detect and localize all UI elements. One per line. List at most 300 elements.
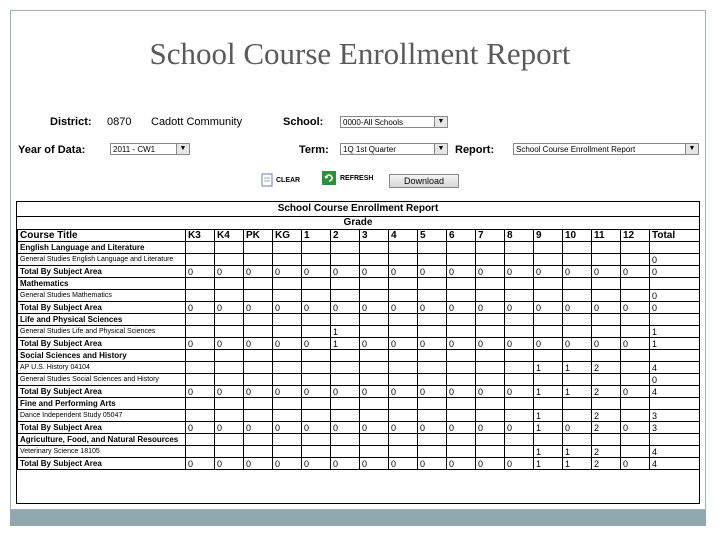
enrollment-cell	[389, 314, 418, 326]
enrollment-cell: 0	[331, 266, 360, 278]
enrollment-cell	[418, 434, 447, 446]
enrollment-cell: 1	[563, 386, 592, 398]
subject-total-row	[18, 386, 701, 398]
enrollment-cell: 0	[360, 422, 389, 434]
enrollment-cell: 0	[244, 458, 273, 470]
enrollment-cell: 0	[563, 422, 592, 434]
enrollment-cell	[563, 326, 592, 338]
enrollment-cell	[302, 398, 331, 410]
enrollment-cell	[186, 410, 215, 422]
enrollment-cell	[186, 362, 215, 374]
enrollment-cell	[360, 446, 389, 458]
enrollment-cell: 0	[650, 254, 701, 266]
refresh-button[interactable]: REFRESH	[340, 175, 374, 182]
enrollment-cell	[447, 398, 476, 410]
enrollment-cell	[592, 350, 621, 362]
enrollment-cell: 0	[505, 458, 534, 470]
enrollment-cell	[447, 410, 476, 422]
enrollment-cell	[418, 290, 447, 302]
enrollment-cell: 0	[389, 386, 418, 398]
enrollment-cell	[592, 326, 621, 338]
enrollment-cell: 2	[592, 362, 621, 374]
enrollment-cell: 0	[592, 338, 621, 350]
enrollment-cell	[621, 434, 650, 446]
enrollment-cell: 0	[476, 302, 505, 314]
enrollment-cell	[273, 254, 302, 266]
enrollment-cell	[418, 278, 447, 290]
course-title-cell: English Language and Literature	[18, 242, 186, 254]
column-header-grade: 6	[447, 230, 476, 242]
enrollment-cell	[447, 446, 476, 458]
term-select-value: 1Q 1st Quarter	[343, 145, 396, 154]
course-row	[18, 374, 701, 386]
enrollment-cell	[621, 278, 650, 290]
enrollment-cell: 0	[360, 386, 389, 398]
enrollment-cell: 0	[418, 266, 447, 278]
enrollment-cell: 2	[592, 422, 621, 434]
enrollment-cell: 0	[389, 422, 418, 434]
enrollment-cell	[244, 362, 273, 374]
enrollment-cell: 0	[186, 422, 215, 434]
enrollment-cell	[244, 254, 273, 266]
enrollment-cell	[418, 446, 447, 458]
enrollment-cell	[621, 446, 650, 458]
enrollment-cell: 0	[244, 302, 273, 314]
enrollment-cell: 0	[592, 302, 621, 314]
enrollment-cell	[331, 362, 360, 374]
course-row	[18, 362, 701, 374]
enrollment-cell	[244, 446, 273, 458]
enrollment-cell: 0	[215, 458, 244, 470]
enrollment-cell	[505, 242, 534, 254]
subject-area-row	[18, 278, 701, 290]
enrollment-cell	[447, 434, 476, 446]
course-title-cell: Total By Subject Area	[18, 458, 186, 470]
chevron-down-icon: ▼	[434, 117, 447, 127]
enrollment-cell	[621, 374, 650, 386]
enrollment-cell	[563, 398, 592, 410]
course-title-cell: Agriculture, Food, and Natural Resources	[18, 434, 186, 446]
enrollment-cell	[418, 326, 447, 338]
enrollment-cell: 0	[273, 338, 302, 350]
enrollment-cell	[476, 398, 505, 410]
enrollment-cell	[215, 314, 244, 326]
column-header-grade: 1	[302, 230, 331, 242]
enrollment-cell: 0	[534, 338, 563, 350]
enrollment-cell: 0	[418, 338, 447, 350]
course-title-cell: Total By Subject Area	[18, 386, 186, 398]
enrollment-cell	[331, 242, 360, 254]
enrollment-cell	[505, 362, 534, 374]
enrollment-cell	[621, 326, 650, 338]
year-select[interactable]	[110, 143, 190, 155]
enrollment-cell	[331, 314, 360, 326]
enrollment-cell: 0	[650, 290, 701, 302]
enrollment-table	[17, 229, 700, 470]
enrollment-cell	[244, 350, 273, 362]
enrollment-cell	[505, 290, 534, 302]
column-header-grade: K3	[186, 230, 215, 242]
enrollment-cell: 1	[331, 338, 360, 350]
enrollment-cell	[273, 278, 302, 290]
enrollment-cell	[476, 290, 505, 302]
enrollment-cell	[476, 326, 505, 338]
enrollment-cell	[476, 446, 505, 458]
enrollment-cell: 0	[389, 338, 418, 350]
enrollment-cell	[476, 350, 505, 362]
enrollment-cell	[505, 374, 534, 386]
enrollment-cell	[331, 446, 360, 458]
enrollment-cell: 0	[650, 266, 701, 278]
enrollment-cell	[447, 242, 476, 254]
enrollment-cell	[476, 242, 505, 254]
enrollment-cell	[360, 314, 389, 326]
column-header-grade: 12	[621, 230, 650, 242]
enrollment-cell: 2	[592, 410, 621, 422]
course-title-cell: Total By Subject Area	[18, 422, 186, 434]
enrollment-cell	[534, 314, 563, 326]
enrollment-cell: 0	[215, 266, 244, 278]
enrollment-cell: 2	[592, 386, 621, 398]
enrollment-cell	[447, 314, 476, 326]
enrollment-cell: 1	[534, 446, 563, 458]
enrollment-cell: 0	[244, 422, 273, 434]
enrollment-cell: 0	[360, 302, 389, 314]
course-row	[18, 290, 701, 302]
subject-area-row	[18, 398, 701, 410]
enrollment-cell	[650, 398, 701, 410]
enrollment-cell	[621, 290, 650, 302]
enrollment-cell	[621, 362, 650, 374]
column-header-grade: 11	[592, 230, 621, 242]
enrollment-cell: 0	[621, 266, 650, 278]
subject-total-row	[18, 266, 701, 278]
enrollment-cell: 0	[273, 458, 302, 470]
enrollment-cell	[534, 254, 563, 266]
enrollment-cell	[360, 362, 389, 374]
enrollment-cell	[215, 374, 244, 386]
enrollment-cell: 0	[215, 338, 244, 350]
enrollment-cell	[650, 242, 701, 254]
course-title-cell: General Studies English Language and Literature	[18, 254, 186, 266]
enrollment-cell: 0	[186, 386, 215, 398]
enrollment-cell	[186, 350, 215, 362]
term-label: Term:	[299, 144, 329, 156]
enrollment-cell: 0	[302, 458, 331, 470]
enrollment-cell: 0	[331, 422, 360, 434]
course-row	[18, 446, 701, 458]
enrollment-cell	[331, 398, 360, 410]
enrollment-cell	[534, 242, 563, 254]
report-select-value: School Course Enrollment Report	[516, 145, 636, 154]
enrollment-cell	[186, 254, 215, 266]
term-select[interactable]	[340, 143, 448, 155]
enrollment-cell	[302, 350, 331, 362]
enrollment-cell	[273, 434, 302, 446]
enrollment-cell	[389, 446, 418, 458]
enrollment-cell	[621, 254, 650, 266]
enrollment-cell	[563, 410, 592, 422]
enrollment-cell: 1	[650, 326, 701, 338]
enrollment-cell: 0	[186, 266, 215, 278]
enrollment-cell	[476, 278, 505, 290]
column-header-grade: PK	[244, 230, 273, 242]
column-header-grade: 7	[476, 230, 505, 242]
course-title-cell: Life and Physical Sciences	[18, 314, 186, 326]
enrollment-cell	[418, 254, 447, 266]
enrollment-cell: 0	[621, 338, 650, 350]
enrollment-cell: 1	[534, 458, 563, 470]
enrollment-cell	[273, 410, 302, 422]
enrollment-cell	[215, 278, 244, 290]
enrollment-cell	[389, 374, 418, 386]
enrollment-cell: 0	[563, 266, 592, 278]
enrollment-cell	[186, 242, 215, 254]
enrollment-cell: 0	[505, 386, 534, 398]
enrollment-cell	[244, 242, 273, 254]
enrollment-cell: 0	[360, 338, 389, 350]
enrollment-cell	[505, 254, 534, 266]
enrollment-cell: 0	[447, 338, 476, 350]
year-select-value: 2011 - CW1	[113, 145, 156, 154]
refresh-icon[interactable]	[322, 171, 336, 185]
enrollment-cell	[273, 362, 302, 374]
enrollment-cell	[592, 290, 621, 302]
subject-total-row	[18, 302, 701, 314]
enrollment-cell	[186, 434, 215, 446]
enrollment-cell: 0	[418, 422, 447, 434]
year-label: Year of Data:	[18, 144, 86, 156]
enrollment-cell: 0	[186, 458, 215, 470]
course-title-cell: Total By Subject Area	[18, 266, 186, 278]
course-row	[18, 326, 701, 338]
enrollment-cell: 0	[650, 374, 701, 386]
enrollment-cell	[273, 398, 302, 410]
course-title-cell: General Studies Social Sciences and History	[18, 374, 186, 386]
enrollment-cell	[447, 362, 476, 374]
enrollment-cell: 4	[650, 458, 701, 470]
report-label: Report:	[455, 144, 495, 156]
enrollment-cell: 0	[302, 266, 331, 278]
enrollment-cell	[215, 446, 244, 458]
enrollment-cell: 0	[563, 302, 592, 314]
enrollment-cell	[360, 350, 389, 362]
enrollment-cell	[331, 278, 360, 290]
enrollment-cell	[534, 350, 563, 362]
enrollment-cell	[273, 290, 302, 302]
enrollment-cell	[650, 434, 701, 446]
enrollment-cell	[273, 350, 302, 362]
enrollment-cell: 1	[534, 422, 563, 434]
enrollment-cell: 0	[621, 386, 650, 398]
enrollment-cell	[447, 326, 476, 338]
enrollment-cell	[563, 374, 592, 386]
enrollment-cell: 1	[534, 410, 563, 422]
chevron-down-icon: ▼	[176, 144, 189, 154]
enrollment-cell: 0	[360, 458, 389, 470]
enrollment-cell	[476, 314, 505, 326]
enrollment-cell: 0	[447, 422, 476, 434]
enrollment-cell: 1	[563, 458, 592, 470]
enrollment-cell	[302, 278, 331, 290]
enrollment-cell: 0	[389, 266, 418, 278]
enrollment-cell	[389, 398, 418, 410]
enrollment-cell	[360, 254, 389, 266]
course-title-cell: Total By Subject Area	[18, 302, 186, 314]
subject-area-row	[18, 350, 701, 362]
enrollment-cell	[592, 374, 621, 386]
enrollment-cell	[563, 290, 592, 302]
enrollment-cell	[244, 278, 273, 290]
enrollment-cell	[476, 362, 505, 374]
clear-button[interactable]: CLEAR	[276, 177, 301, 184]
enrollment-cell	[389, 326, 418, 338]
enrollment-cell	[389, 254, 418, 266]
enrollment-cell	[505, 398, 534, 410]
enrollment-cell	[302, 242, 331, 254]
enrollment-cell: 0	[447, 266, 476, 278]
enrollment-cell	[360, 410, 389, 422]
enrollment-cell	[360, 290, 389, 302]
course-title-cell: Veterinary Science 18105	[18, 446, 186, 458]
enrollment-cell	[244, 374, 273, 386]
school-select[interactable]	[340, 116, 448, 128]
enrollment-cell	[331, 434, 360, 446]
enrollment-cell: 0	[418, 302, 447, 314]
enrollment-cell	[447, 374, 476, 386]
chevron-down-icon: ▼	[434, 144, 447, 154]
enrollment-cell	[215, 290, 244, 302]
enrollment-cell	[360, 242, 389, 254]
clear-icon[interactable]	[260, 173, 274, 187]
enrollment-cell: 0	[534, 302, 563, 314]
enrollment-cell	[331, 350, 360, 362]
enrollment-cell	[360, 398, 389, 410]
column-header-grade: 5	[418, 230, 447, 242]
enrollment-cell	[215, 350, 244, 362]
enrollment-cell	[215, 434, 244, 446]
enrollment-cell: 0	[505, 422, 534, 434]
enrollment-cell: 0	[505, 266, 534, 278]
enrollment-cell: 0	[505, 338, 534, 350]
enrollment-cell: 1	[563, 446, 592, 458]
enrollment-cell: 0	[389, 302, 418, 314]
enrollment-cell	[244, 314, 273, 326]
enrollment-cell: 0	[273, 302, 302, 314]
enrollment-cell	[505, 434, 534, 446]
enrollment-cell: 0	[215, 422, 244, 434]
enrollment-cell	[186, 398, 215, 410]
enrollment-cell	[476, 254, 505, 266]
enrollment-cell	[273, 242, 302, 254]
enrollment-cell	[273, 314, 302, 326]
subject-total-row	[18, 458, 701, 470]
column-header-grade: 9	[534, 230, 563, 242]
enrollment-cell: 0	[215, 386, 244, 398]
enrollment-cell	[331, 410, 360, 422]
enrollment-cell	[418, 398, 447, 410]
enrollment-cell: 0	[476, 386, 505, 398]
enrollment-cell	[592, 254, 621, 266]
enrollment-cell	[186, 278, 215, 290]
enrollment-cell	[215, 410, 244, 422]
enrollment-cell	[447, 254, 476, 266]
enrollment-cell	[244, 398, 273, 410]
column-header-grade: Total	[650, 230, 701, 242]
enrollment-cell: 1	[563, 362, 592, 374]
enrollment-cell	[215, 398, 244, 410]
district-code: 0870	[107, 116, 132, 128]
enrollment-cell: 0	[273, 386, 302, 398]
enrollment-cell	[534, 374, 563, 386]
enrollment-cell: 0	[418, 458, 447, 470]
enrollment-cell	[302, 434, 331, 446]
enrollment-cell: 0	[273, 422, 302, 434]
enrollment-cell: 0	[331, 458, 360, 470]
report-title: School Course Enrollment Report	[17, 202, 699, 217]
enrollment-cell: 0	[302, 386, 331, 398]
enrollment-cell	[418, 314, 447, 326]
enrollment-cell: 0	[447, 386, 476, 398]
enrollment-cell: 4	[650, 362, 701, 374]
enrollment-cell	[389, 242, 418, 254]
column-header-grade: 2	[331, 230, 360, 242]
enrollment-cell: 0	[360, 266, 389, 278]
enrollment-cell: 1	[650, 338, 701, 350]
enrollment-cell	[302, 290, 331, 302]
enrollment-cell	[447, 350, 476, 362]
enrollment-cell	[534, 434, 563, 446]
enrollment-cell	[650, 350, 701, 362]
enrollment-cell	[186, 290, 215, 302]
enrollment-cell: 0	[650, 302, 701, 314]
enrollment-cell	[592, 434, 621, 446]
enrollment-cell: 4	[650, 386, 701, 398]
enrollment-cell	[389, 350, 418, 362]
enrollment-cell	[650, 278, 701, 290]
enrollment-cell	[302, 254, 331, 266]
subject-area-row	[18, 434, 701, 446]
enrollment-cell	[215, 242, 244, 254]
course-row	[18, 254, 701, 266]
download-button[interactable]: Download	[389, 174, 459, 188]
enrollment-cell: 0	[621, 422, 650, 434]
enrollment-cell	[186, 314, 215, 326]
enrollment-cell: 0	[418, 386, 447, 398]
enrollment-cell	[302, 326, 331, 338]
enrollment-cell: 0	[302, 338, 331, 350]
subject-total-row	[18, 338, 701, 350]
subject-total-row	[18, 422, 701, 434]
enrollment-cell	[302, 446, 331, 458]
enrollment-cell	[389, 362, 418, 374]
enrollment-cell: 4	[650, 446, 701, 458]
enrollment-cell	[621, 398, 650, 410]
course-title-cell: Fine and Performing Arts	[18, 398, 186, 410]
enrollment-cell	[592, 278, 621, 290]
enrollment-cell	[563, 278, 592, 290]
enrollment-cell: 1	[534, 362, 563, 374]
enrollment-cell	[244, 434, 273, 446]
enrollment-cell: 3	[650, 422, 701, 434]
enrollment-cell	[215, 254, 244, 266]
enrollment-cell	[447, 278, 476, 290]
column-header-grade: 4	[389, 230, 418, 242]
enrollment-cell	[563, 434, 592, 446]
column-header-grade: K4	[215, 230, 244, 242]
enrollment-cell	[563, 254, 592, 266]
report-select[interactable]	[513, 143, 699, 155]
